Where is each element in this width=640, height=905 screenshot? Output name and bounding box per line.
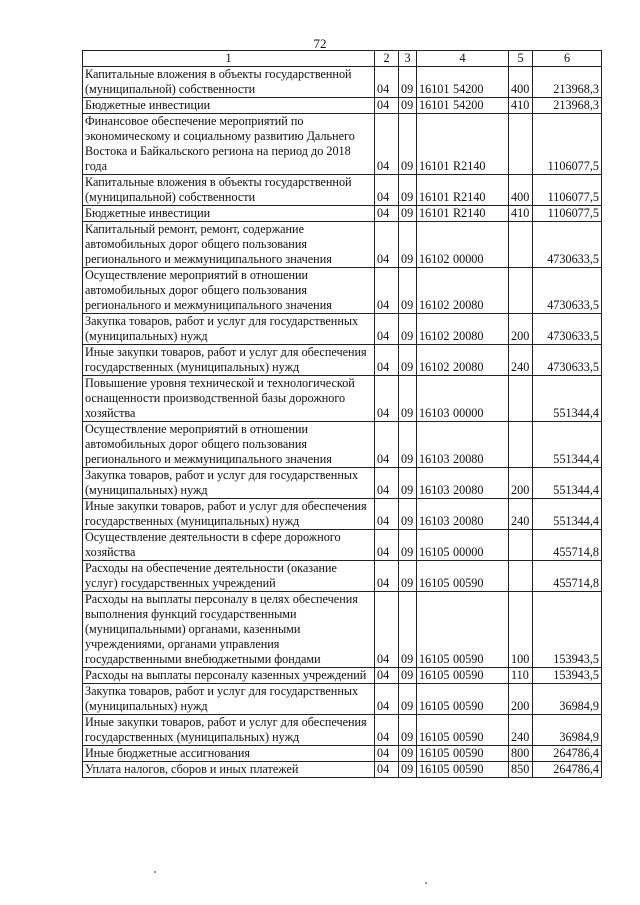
amount: 1106077,5 (533, 175, 602, 206)
table-row (83, 422, 602, 468)
expense-name: Осуществление деятельности в сфере дорожного хозяйства (83, 530, 375, 561)
amount: 455714,8 (533, 530, 602, 561)
table-row (83, 98, 602, 114)
program-code: 16105 (419, 762, 450, 776)
amount: 213968,3 (533, 98, 602, 114)
direction-code: 20080 (453, 329, 484, 343)
program-code: 16102 (419, 252, 450, 266)
target-article-code (417, 67, 509, 98)
expense-name: Уплата налогов, сборов и иных платежей (83, 762, 375, 778)
section-code: 04 (375, 746, 399, 762)
expense-name: Иные закупки товаров, работ и услуг для обеспечения государственных (муниципальных) нужд (83, 715, 375, 746)
expense-name: Расходы на выплаты персоналу казенных учреждений (83, 668, 375, 684)
direction-code: 00000 (453, 545, 484, 559)
amount: 551344,4 (533, 376, 602, 422)
expense-type-code: 240 (509, 345, 533, 376)
amount: 213968,3 (533, 67, 602, 98)
expense-name: Осуществление мероприятий в отношении автомобильных дорог общего пользования регионального и межмуниципального значения (83, 422, 375, 468)
expense-type-code: 200 (509, 314, 533, 345)
section-code: 04 (375, 592, 399, 668)
target-article-code (417, 345, 509, 376)
amount: 551344,4 (533, 422, 602, 468)
target-article-code (417, 468, 509, 499)
amount: 153943,5 (533, 668, 602, 684)
program-code: 16103 (419, 483, 450, 497)
section-code: 04 (375, 530, 399, 561)
expense-name: Бюджетные инвестиции (83, 98, 375, 114)
program-code: 16101 (419, 82, 450, 96)
direction-code: R2140 (453, 206, 486, 220)
subsection-code: 09 (399, 468, 417, 499)
target-article-code (417, 715, 509, 746)
program-code: 16101 (419, 159, 450, 173)
target-article-code (417, 499, 509, 530)
expense-name: Расходы на выплаты персоналу в целях обеспечения выполнения функций государственными (муниципальными) органами, казенными учреждениями, органами управления государственными внебюджетными фондами (83, 592, 375, 668)
table-row (83, 314, 602, 345)
section-code: 04 (375, 561, 399, 592)
table-row (83, 268, 602, 314)
target-article-code (417, 314, 509, 345)
subsection-code: 09 (399, 422, 417, 468)
table-row (83, 206, 602, 222)
target-article-code (417, 530, 509, 561)
subsection-code: 09 (399, 376, 417, 422)
amount: 4730633,5 (533, 345, 602, 376)
subsection-code: 09 (399, 314, 417, 345)
program-code: 16103 (419, 406, 450, 420)
subsection-code: 09 (399, 345, 417, 376)
target-article-code (417, 98, 509, 114)
subsection-code: 09 (399, 114, 417, 175)
target-article-code (417, 668, 509, 684)
expense-name: Иные закупки товаров, работ и услуг для обеспечения государственных (муниципальных) нужд (83, 499, 375, 530)
expense-type-code (509, 268, 533, 314)
direction-code: 00000 (453, 252, 484, 266)
target-article-code (417, 268, 509, 314)
expense-name: Капитальные вложения в объекты государственной (муниципальной) собственности (83, 67, 375, 98)
subsection-code: 09 (399, 561, 417, 592)
direction-code: 20080 (453, 483, 484, 497)
table-row (83, 746, 602, 762)
section-code: 04 (375, 314, 399, 345)
program-code: 16102 (419, 298, 450, 312)
table-row (83, 345, 602, 376)
table-row (83, 668, 602, 684)
table-row (83, 762, 602, 778)
section-code: 04 (375, 468, 399, 499)
expense-name: Расходы на обеспечение деятельности (оказание услуг) государственных учреждений (83, 561, 375, 592)
expense-type-code: 800 (509, 746, 533, 762)
direction-code: 00590 (453, 762, 484, 776)
table-row (83, 592, 602, 668)
scan-speck (154, 871, 156, 873)
section-code: 04 (375, 175, 399, 206)
target-article-code (417, 114, 509, 175)
subsection-code: 09 (399, 592, 417, 668)
section-code: 04 (375, 114, 399, 175)
target-article-code (417, 746, 509, 762)
direction-code: 20080 (453, 514, 484, 528)
program-code: 16105 (419, 668, 450, 682)
subsection-code: 09 (399, 746, 417, 762)
expense-name: Капитальные вложения в объекты государственной (муниципальной) собственности (83, 175, 375, 206)
amount: 264786,4 (533, 762, 602, 778)
subsection-code: 09 (399, 530, 417, 561)
table-row (83, 114, 602, 175)
amount: 36984,9 (533, 715, 602, 746)
amount: 1106077,5 (533, 206, 602, 222)
table-row (83, 222, 602, 268)
expense-type-code (509, 222, 533, 268)
expense-type-code (509, 114, 533, 175)
expense-name: Повышение уровня технической и технологической оснащенности производственной базы дорожного хозяйства (83, 376, 375, 422)
section-code: 04 (375, 67, 399, 98)
subsection-code: 09 (399, 684, 417, 715)
header-col-5: 5 (509, 51, 533, 67)
amount: 551344,4 (533, 468, 602, 499)
section-code: 04 (375, 422, 399, 468)
direction-code: 20080 (453, 298, 484, 312)
program-code: 16105 (419, 545, 450, 559)
direction-code: 20080 (453, 452, 484, 466)
target-article-code (417, 561, 509, 592)
direction-code: 00590 (453, 668, 484, 682)
program-code: 16105 (419, 746, 450, 760)
table-row (83, 175, 602, 206)
subsection-code: 09 (399, 222, 417, 268)
subsection-code: 09 (399, 67, 417, 98)
section-code: 04 (375, 762, 399, 778)
subsection-code: 09 (399, 175, 417, 206)
direction-code: 00590 (453, 652, 484, 666)
table-row (83, 561, 602, 592)
expense-type-code: 240 (509, 499, 533, 530)
subsection-code: 09 (399, 668, 417, 684)
header-col-4: 4 (417, 51, 509, 67)
direction-code: 00590 (453, 730, 484, 744)
direction-code: 00590 (453, 576, 484, 590)
header-col-6: 6 (533, 51, 602, 67)
program-code: 16105 (419, 652, 450, 666)
expense-name: Закупка товаров, работ и услуг для государственных (муниципальных) нужд (83, 468, 375, 499)
subsection-code: 09 (399, 206, 417, 222)
subsection-code: 09 (399, 715, 417, 746)
table-row (83, 715, 602, 746)
expense-name: Капитальный ремонт, ремонт, содержание автомобильных дорог общего пользования регионального и межмуниципального значения (83, 222, 375, 268)
target-article-code (417, 175, 509, 206)
target-article-code (417, 422, 509, 468)
table-row (83, 468, 602, 499)
program-code: 16101 (419, 98, 450, 112)
amount: 36984,9 (533, 684, 602, 715)
expense-type-code: 240 (509, 715, 533, 746)
table-row (83, 530, 602, 561)
section-code: 04 (375, 222, 399, 268)
expense-name: Бюджетные инвестиции (83, 206, 375, 222)
expense-name: Иные бюджетные ассигнования (83, 746, 375, 762)
section-code: 04 (375, 268, 399, 314)
expense-type-code: 400 (509, 175, 533, 206)
section-code: 04 (375, 98, 399, 114)
target-article-code (417, 684, 509, 715)
direction-code: 54200 (453, 82, 484, 96)
direction-code: 00590 (453, 746, 484, 760)
target-article-code (417, 762, 509, 778)
amount: 455714,8 (533, 561, 602, 592)
expense-name: Финансовое обеспечение мероприятий по экономическому и социальному развитию Дальнего Востока и Байкальского региона на период до 2018 года (83, 114, 375, 175)
amount: 264786,4 (533, 746, 602, 762)
expense-type-code: 200 (509, 684, 533, 715)
subsection-code: 09 (399, 499, 417, 530)
page-number: 72 (313, 36, 327, 51)
section-code: 04 (375, 715, 399, 746)
amount: 153943,5 (533, 592, 602, 668)
expense-name: Иные закупки товаров, работ и услуг для обеспечения государственных (муниципальных) нужд (83, 345, 375, 376)
table-row (83, 376, 602, 422)
expense-type-code (509, 376, 533, 422)
scan-speck (425, 882, 427, 884)
expense-type-code: 410 (509, 206, 533, 222)
amount: 551344,4 (533, 499, 602, 530)
expense-type-code: 850 (509, 762, 533, 778)
amount: 4730633,5 (533, 268, 602, 314)
subsection-code: 09 (399, 762, 417, 778)
expense-name: Закупка товаров, работ и услуг для государственных (муниципальных) нужд (83, 684, 375, 715)
target-article-code (417, 222, 509, 268)
header-row (83, 51, 602, 67)
table-row (83, 67, 602, 98)
header-col-1: 1 (83, 51, 375, 67)
target-article-code (417, 376, 509, 422)
section-code: 04 (375, 499, 399, 530)
direction-code: R2140 (453, 159, 486, 173)
header-col-3: 3 (399, 51, 417, 67)
direction-code: R2140 (453, 190, 486, 204)
program-code: 16101 (419, 206, 450, 220)
direction-code: 00590 (453, 699, 484, 713)
section-code: 04 (375, 206, 399, 222)
section-code: 04 (375, 345, 399, 376)
header-col-2: 2 (375, 51, 399, 67)
program-code: 16105 (419, 576, 450, 590)
amount: 1106077,5 (533, 114, 602, 175)
table-row (83, 499, 602, 530)
program-code: 16103 (419, 452, 450, 466)
expense-type-code: 100 (509, 592, 533, 668)
amount: 4730633,5 (533, 314, 602, 345)
expense-type-code (509, 561, 533, 592)
direction-code: 54200 (453, 98, 484, 112)
target-article-code (417, 206, 509, 222)
expense-type-code: 110 (509, 668, 533, 684)
program-code: 16102 (419, 360, 450, 374)
program-code: 16105 (419, 730, 450, 744)
section-code: 04 (375, 668, 399, 684)
program-code: 16102 (419, 329, 450, 343)
program-code: 16105 (419, 699, 450, 713)
expense-type-code: 410 (509, 98, 533, 114)
expense-type-code (509, 422, 533, 468)
direction-code: 20080 (453, 360, 484, 374)
section-code: 04 (375, 376, 399, 422)
section-code: 04 (375, 684, 399, 715)
budget-table (82, 50, 602, 778)
amount: 4730633,5 (533, 222, 602, 268)
expense-type-code: 200 (509, 468, 533, 499)
subsection-code: 09 (399, 268, 417, 314)
table-row (83, 684, 602, 715)
target-article-code (417, 592, 509, 668)
direction-code: 00000 (453, 406, 484, 420)
expense-type-code: 400 (509, 67, 533, 98)
expense-name: Осуществление мероприятий в отношении автомобильных дорог общего пользования регионального и межмуниципального значения (83, 268, 375, 314)
expense-type-code (509, 530, 533, 561)
program-code: 16101 (419, 190, 450, 204)
subsection-code: 09 (399, 98, 417, 114)
program-code: 16103 (419, 514, 450, 528)
expense-name: Закупка товаров, работ и услуг для государственных (муниципальных) нужд (83, 314, 375, 345)
